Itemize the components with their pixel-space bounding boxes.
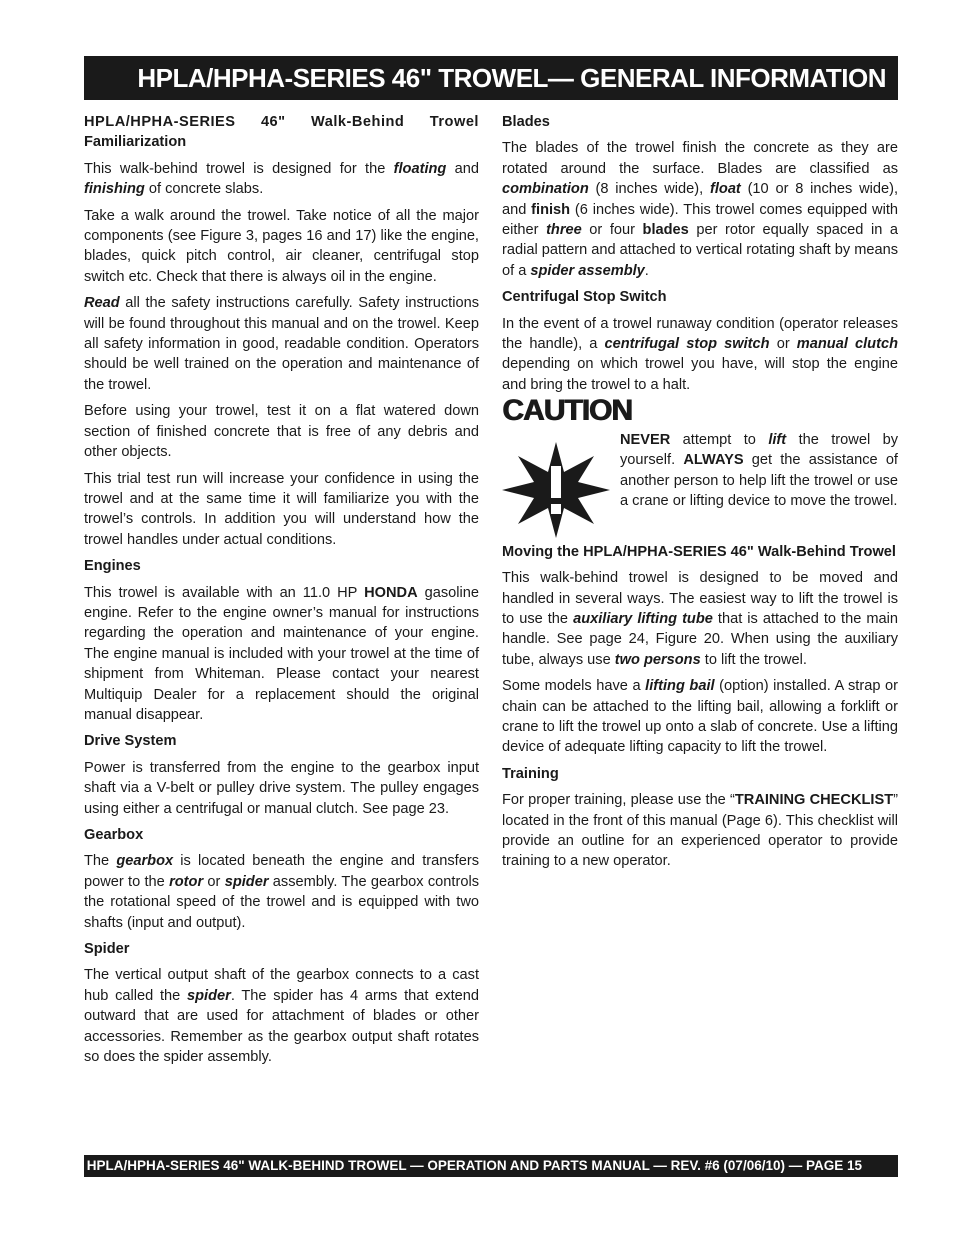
right-column xyxy=(502,112,898,878)
gearbox-heading: Gearbox xyxy=(84,827,144,843)
paragraph-centrifugal-stop-switch: In the event of a trowel runaway condition (operator releases the handle), a centrifugal stop switch or manual clutch depending on which trowel you have, will stop the engine and bring the trowel to a halt. xyxy=(502,315,898,393)
paragraph-intro: This walk-behind trowel is designed for the floating and finishing of concrete slabs. xyxy=(84,160,480,198)
left-column xyxy=(84,112,479,1073)
blades-heading: Blades xyxy=(502,114,550,130)
paragraph-moving-1: This walk-behind trowel is designed to be moved and handled in several ways. The easiest way to lift the trowel is to use the auxiliary lifting tube that is attached to the main handle. See page 24, Figure 20. When using the auxiliary tube, always use two persons to lift the trowel. xyxy=(502,570,898,668)
familiarization-heading: HPLA/HPHA-SERIES 46" Walk-Behind Trowel xyxy=(84,114,479,130)
paragraph-drive-system: Power is transferred from the engine to the gearbox input shaft via a V-belt or pulley drive system. The pulley engages using either a centrifugal or manual clutch. See page 23. xyxy=(84,759,479,817)
paragraph-trial-run: This trial test run will increase your confidence in using the trowel and at the same time it will familiarize you with the trowel’s controls. In addition you will understand how the trowel handles under actual conditions. xyxy=(84,470,479,548)
paragraph-moving-2: Some models have a lifting bail (option) installed. A strap or chain can be attached to the lifting bail, allowing a forklift or crane to lift the trowel up onto a slab of concrete. Use a lifting device of adequate lifting capacity to lift the trowel. xyxy=(502,678,898,756)
caution-burst-icon xyxy=(502,442,610,538)
caution-text: NEVER attempt to lift the trowel by yourself. ALWAYS get the assistance of another person to help lift the trowel or use a crane or lifting device to move the trowel. xyxy=(620,431,898,509)
paragraph-test: Before using your trowel, test it on a flat watered down section of finished concrete that is free of any debris and other objects. xyxy=(84,403,479,461)
paragraph-walk-around: Take a walk around the trowel. Take notice of all the major components (see Figure 3, pages 16 and 17) like the engine, blades, quick pitch control, air cleaner, centrifugal stop switch etc. Check that there is always oil in the engine. xyxy=(84,207,479,285)
spider-heading: Spider xyxy=(84,941,130,958)
moving-heading: Moving the HPLA/HPHA-SERIES 46" Walk-Behind Trowel xyxy=(502,543,896,560)
familiarization-subheading: Familiarization xyxy=(84,134,187,151)
centrifugal-stop-switch-heading: Centrifugal Stop Switch xyxy=(502,289,667,306)
drive-system-heading: Drive System xyxy=(84,733,177,750)
training-heading: Training xyxy=(502,765,559,782)
paragraph-blades: The blades of the trowel finish the concrete as they are rotated around the surface. Blades are classified as combination (8 inches wide), float (10 or 8 inches wide), and finish (6 inches wide). This trowel comes equipped with either three or four blades per rotor equally spaced in a radial pattern and attached to vertical rotating shaft by means of a spider assembly. xyxy=(502,140,898,279)
paragraph-gearbox: The gearbox is located beneath the engine and transfers power to the rotor or spider assembly. The gearbox controls the rotational speed of the trowel and is equipped with two shafts (input and output). xyxy=(84,853,480,931)
paragraph-engines: This trowel is available with an 11.0 HP HONDA gasoline engine. Refer to the engine owner’s manual for instructions regarding the operation and maintenance of your engine. The engine manual is included with your trowel at the time of shipment from Whiteman. Please contact your nearest Multiquip Dealer for a replacement should the original manual disappear. xyxy=(84,584,479,723)
footer-text: HPLA/HPHA-SERIES 46" WALK-BEHIND TROWEL — OPERATION AND PARTS MANUAL — REV. #6 (07/06/10) — PAGE 15 xyxy=(86,1158,862,1173)
engines-heading: Engines xyxy=(84,558,141,575)
caution-box xyxy=(502,426,898,538)
page-footer xyxy=(84,1155,898,1177)
paragraph-read-safety: Read all the safety instructions carefully. Safety instructions will be found throughout this manual and on the trowel. Keep all safety information in good, readable condition. Operators should be well trained on the operation and maintenance of the trowel. xyxy=(84,295,479,393)
caution-title: CAUTION xyxy=(502,394,632,428)
page-title: HPLA/HPHA-SERIES 46" TROWEL— GENERAL INFORMATION xyxy=(137,63,886,93)
page-title-banner xyxy=(84,56,898,100)
paragraph-spider: The vertical output shaft of the gearbox connects to a cast hub called the spider. The spider has 4 arms that extend outward that are used for attachment of blades or other accessories. Remember as the gearbox output shaft rotates so does the spider assembly. xyxy=(84,967,479,1066)
paragraph-training: For proper training, please use the “TRAINING CHECKLIST” located in the front of this manual (Page 6). This checklist will provide an outline for an experienced operator to provide training to a new operator. xyxy=(502,792,898,870)
